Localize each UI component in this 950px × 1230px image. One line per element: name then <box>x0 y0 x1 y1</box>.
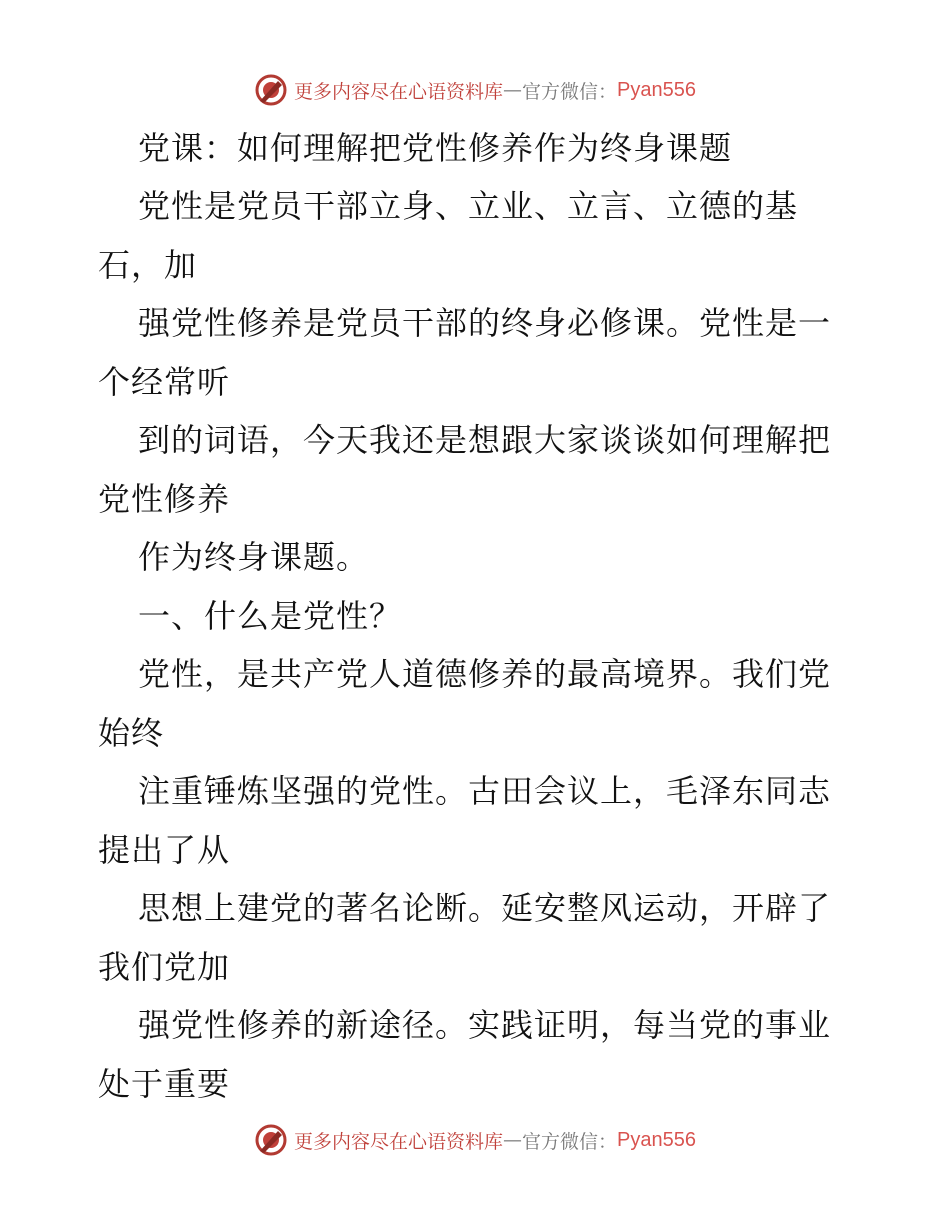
text-line: 提出了从 <box>98 831 231 869</box>
text-line: 注重锤炼坚强的党性。古田会议上，毛泽东同志 <box>138 772 832 810</box>
banner-wechat-id: Pyan556 <box>617 1128 696 1151</box>
text-line: 思想上建党的著名论断。延安整风运动，开辟了 <box>138 889 832 927</box>
text-line: 个经常听 <box>98 363 231 401</box>
text-line: 强党性修养的新途径。实践证明，每当党的事业 <box>138 1006 832 1044</box>
banner-wechat-label: 官方微信： <box>522 80 618 103</box>
banner-separator: — <box>503 1129 523 1151</box>
text-line: 到的词语，今天我还是想跟大家谈谈如何理解把 <box>138 421 832 459</box>
text-line: 石，加 <box>98 246 198 284</box>
banner-wechat-label: 官方微信： <box>522 1130 618 1153</box>
text-line: 始终 <box>98 714 165 752</box>
footer-banner <box>0 1120 950 1160</box>
section-heading: 一、什么是党性？ <box>138 597 403 635</box>
header-banner <box>0 70 950 110</box>
text-line: 党性是党员干部立身、立业、立言、立德的基 <box>138 187 799 225</box>
text-line: 作为终身课题。 <box>138 538 370 576</box>
banner-separator: — <box>503 79 523 101</box>
banner-text: 更多内容尽在心语资料库 <box>294 1130 504 1153</box>
document-title: 党课：如何理解把党性修养作为终身课题 <box>138 129 733 167</box>
text-line: 我们党加 <box>98 948 231 986</box>
pen-logo-icon <box>254 1123 288 1157</box>
pen-logo-icon <box>254 73 288 107</box>
banner-text: 更多内容尽在心语资料库 <box>294 80 504 103</box>
text-line: 党性修养 <box>98 480 231 518</box>
banner-wechat-id: Pyan556 <box>617 78 696 101</box>
text-line: 强党性修养是党员干部的终身必修课。党性是一 <box>138 304 832 342</box>
text-line: 处于重要 <box>98 1065 231 1103</box>
text-line: 党性，是共产党人道德修养的最高境界。我们党 <box>138 655 832 693</box>
